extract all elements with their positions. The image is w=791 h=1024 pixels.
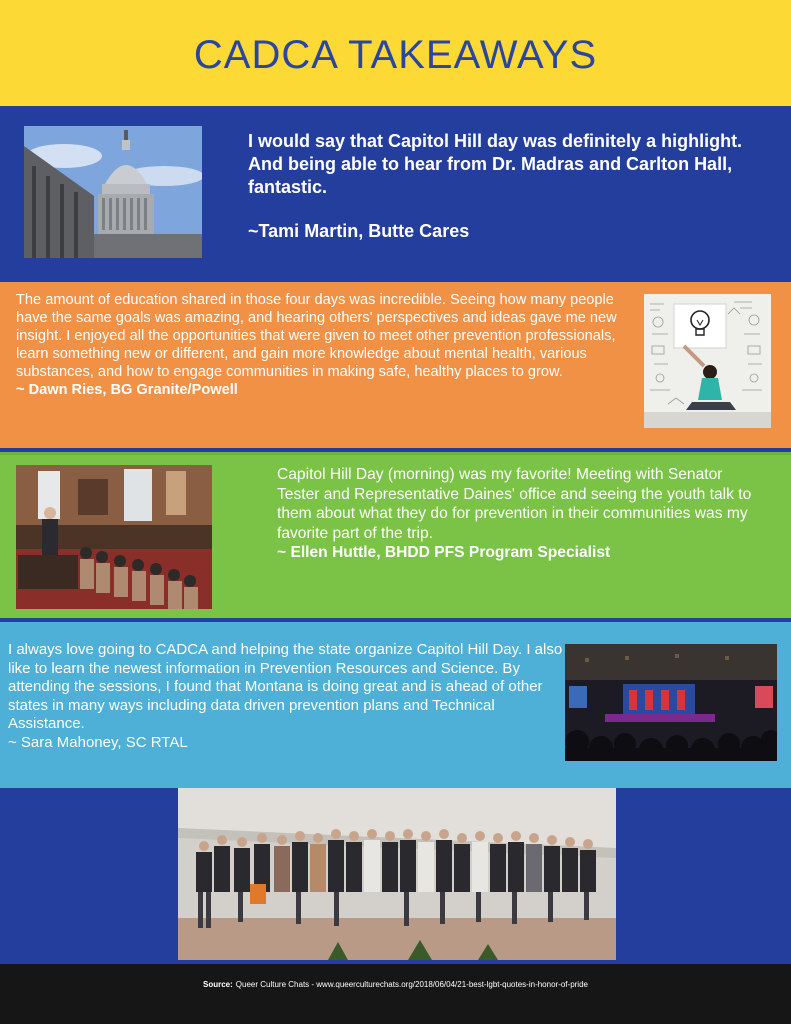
quote-section-3 (0, 452, 791, 618)
quote-4-attribution: ~ Sara Mahoney, SC RTAL (8, 733, 188, 751)
source-label: Source: (203, 980, 233, 989)
quote-1-attribution: ~Tami Martin, Butte Cares (248, 221, 470, 241)
page-title: CADCA TAKEAWAYS (193, 32, 598, 77)
source-text: Queer Culture Chats - www.queerculturechats.org/2018/06/04/21-best-lgbt-quotes-in-honor-of-pride (235, 980, 588, 989)
quote-4-text: I always love going to CADCA and helping the state organize Capitol Hill Day. I also like to learn the newest information in Prevention Resources and Science. By attending the sessions, I found that Montana is doing great and is ahead of other states in many ways including data driven prevention plans and Technical Assistance. (8, 641, 563, 733)
group-photo-section (0, 788, 791, 964)
quote-4 (8, 641, 563, 753)
hearing-room-photo (16, 465, 212, 609)
lightbulb-idea-photo (644, 294, 771, 428)
quote-1 (248, 130, 748, 243)
quote-section-2 (0, 282, 791, 448)
quote-section-1 (0, 106, 791, 282)
quote-3 (277, 465, 767, 563)
capitol-building-photo (24, 126, 202, 258)
quote-1-text: I would say that Capitol Hill day was definitely a highlight. And being able to hear from Dr. Madras and Carlton Hall, fantastic. (248, 131, 743, 197)
quote-2-text: The amount of education shared in those four days was incredible. Seeing how many people have the same goals was amazing, and hearing others' perspectives and ideas gave me new insight. I enjoyed all the opportunities that were given to meet other prevention professionals, learn something new or different, and gain more knowledge about mental health, various substances, and how to engage communities in making safe, healthy places to grow. (16, 292, 617, 380)
conference-stage-photo (565, 644, 777, 761)
quote-3-attribution: ~ Ellen Huttle, BHDD PFS Program Specialist (277, 544, 611, 561)
source-footer (0, 964, 791, 1024)
quote-2 (16, 291, 621, 399)
quote-section-4 (0, 622, 791, 788)
quote-2-attribution: ~ Dawn Ries, BG Granite/Powell (16, 382, 238, 398)
quote-3-text: Capitol Hill Day (morning) was my favorite! Meeting with Senator Tester and Representative Daines' office and seeing the youth talk to them about what they do for prevention in their communities was my favorite part of the trip. (277, 466, 752, 542)
group-photo (178, 788, 616, 960)
header-banner (0, 0, 791, 106)
